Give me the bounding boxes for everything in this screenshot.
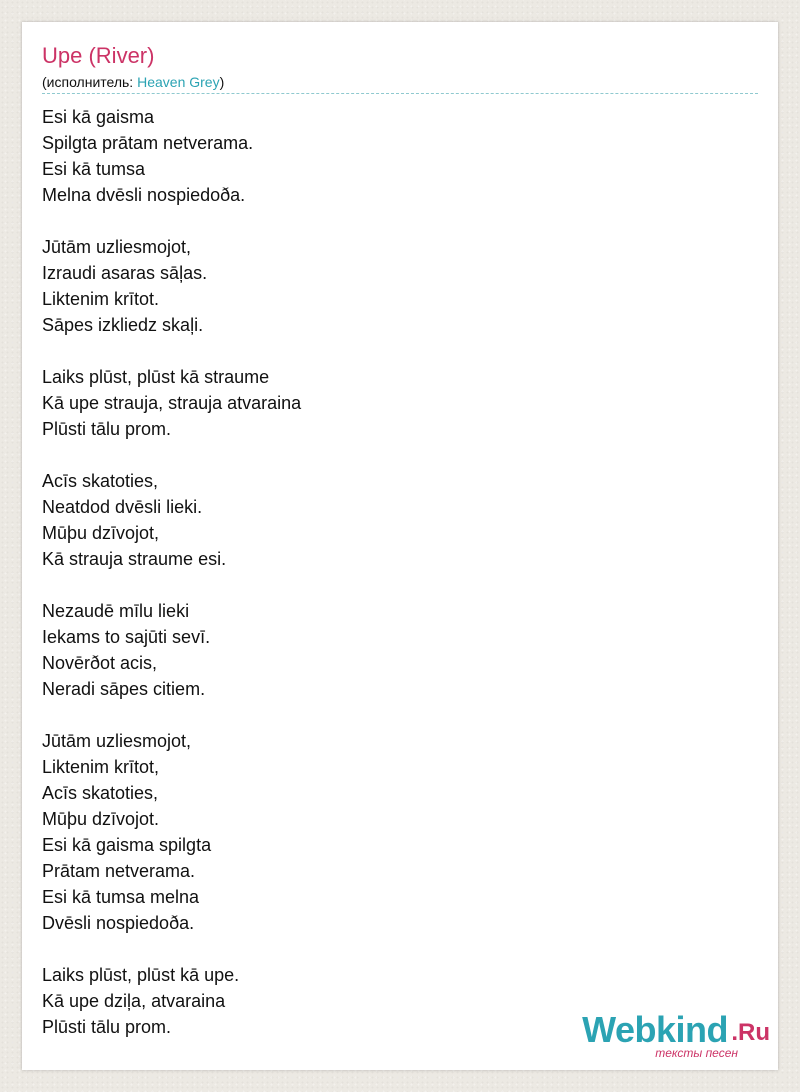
song-title: Upe (River) — [42, 43, 155, 68]
lyric-line: Kā upe strauja, strauja atvaraina — [42, 393, 302, 413]
lyric-line: Neradi sāpes citiem. — [42, 679, 206, 699]
lyric-line: Jūtām uzliesmojot, — [42, 237, 192, 257]
lyric-line: Jūtām uzliesmojot, — [42, 731, 192, 751]
artist-prefix: (исполнитель: — [42, 74, 138, 90]
lyric-line: Acīs skatoties, — [42, 783, 159, 803]
lyrics-text — [42, 104, 301, 1066]
title-divider — [42, 93, 758, 94]
artist-suffix: ) — [219, 74, 225, 90]
brand-tld: .Ru — [731, 1019, 770, 1046]
lyric-line: Sāpes izkliedz skaļi. — [42, 315, 204, 335]
lyrics-stanza — [42, 962, 301, 1040]
lyrics-stanza — [42, 104, 301, 208]
lyrics-card — [22, 22, 778, 1070]
lyrics-stanza — [42, 728, 301, 936]
lyric-line: Liktenim krītot, — [42, 757, 160, 777]
lyric-line: Nezaudē mīlu lieki — [42, 601, 190, 621]
lyric-line: Esi kā gaisma spilgta — [42, 835, 212, 855]
lyric-line: Plūsti tālu prom. — [42, 419, 172, 439]
lyric-line: Iekams to sajūti sevī. — [42, 627, 211, 647]
brand-name: Webkind — [582, 1009, 728, 1050]
brand-logo[interactable] — [570, 1010, 770, 1060]
lyric-line: Plūsti tālu prom. — [42, 1017, 172, 1037]
lyric-line: Novērðot acis, — [42, 653, 158, 673]
lyric-line: Kā upe dziļa, atvaraina — [42, 991, 226, 1011]
lyrics-stanza — [42, 468, 301, 572]
brand-tagline: тексты песен — [655, 1046, 738, 1060]
artist-line — [42, 73, 224, 91]
lyric-line: Laiks plūst, plūst kā straume — [42, 367, 270, 387]
lyric-line: Acīs skatoties, — [42, 471, 159, 491]
artist-link[interactable]: Heaven Grey — [137, 74, 220, 90]
lyric-line: Esi kā tumsa — [42, 159, 146, 179]
lyrics-stanza — [42, 598, 301, 702]
lyric-line: Melna dvēsli nospiedoða. — [42, 185, 246, 205]
lyric-line: Kā strauja straume esi. — [42, 549, 227, 569]
lyric-line: Esi kā gaisma — [42, 107, 155, 127]
lyric-line: Dvēsli nospiedoða. — [42, 913, 195, 933]
lyric-line: Neatdod dvēsli lieki. — [42, 497, 203, 517]
lyric-line: Laiks plūst, plūst kā upe. — [42, 965, 240, 985]
lyrics-stanza — [42, 234, 301, 338]
lyric-line: Esi kā tumsa melna — [42, 887, 200, 907]
lyric-line: Spilgta prātam netverama. — [42, 133, 254, 153]
lyric-line: Mūþu dzīvojot. — [42, 809, 160, 829]
lyric-line: Prātam netverama. — [42, 861, 196, 881]
lyric-line: Liktenim krītot. — [42, 289, 160, 309]
lyric-line: Mūþu dzīvojot, — [42, 523, 160, 543]
lyric-line: Izraudi asaras sāļas. — [42, 263, 208, 283]
lyrics-stanza — [42, 364, 301, 442]
